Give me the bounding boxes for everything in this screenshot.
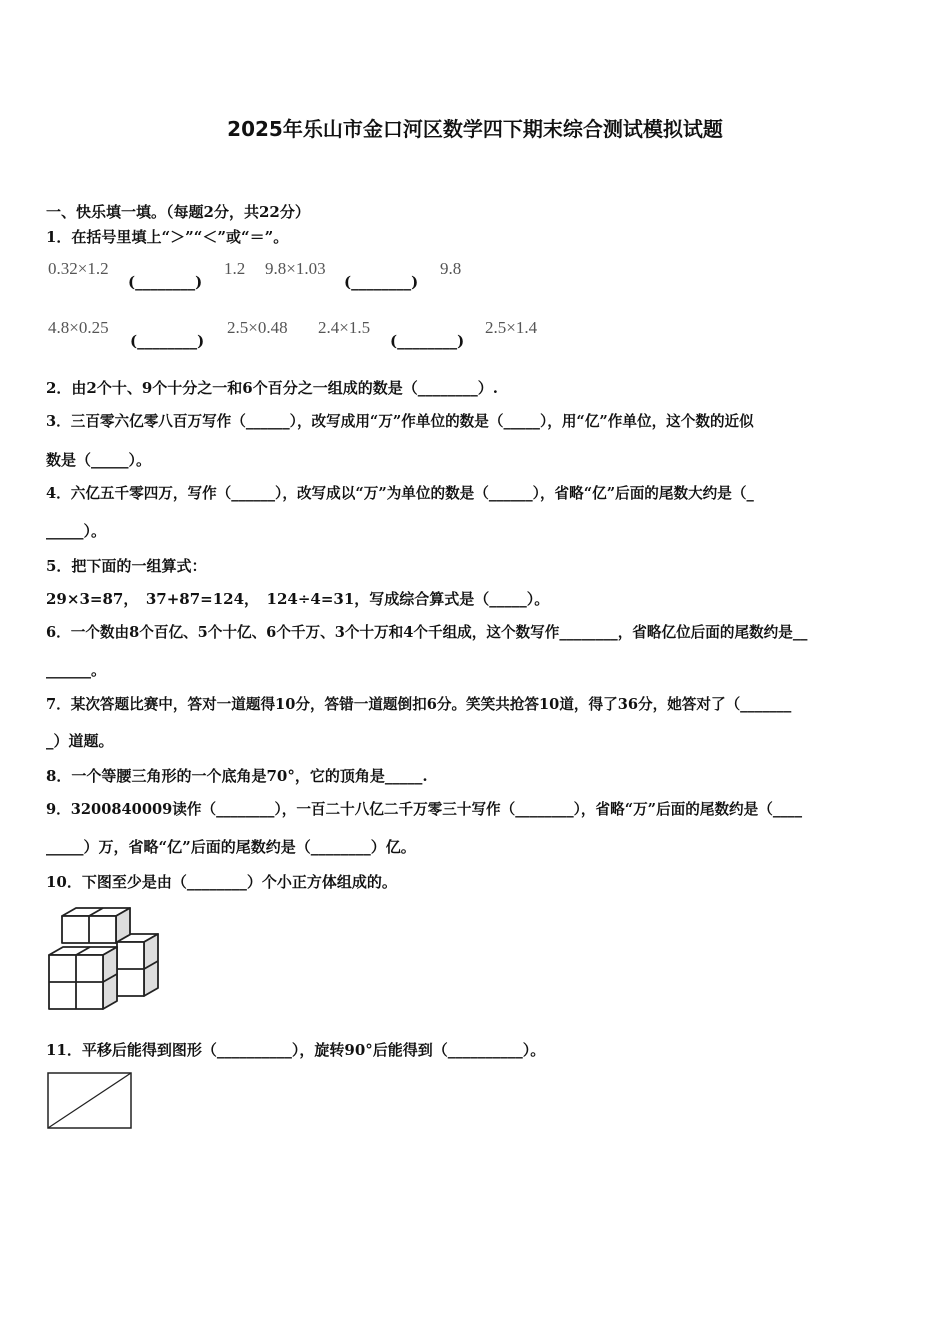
expression: 2.5×1.4 xyxy=(485,318,538,337)
question-4: 4．六亿五千零四万，写作（______），改写成以“万”为单位的数是（______），省略“亿”后面的尾数大约是（_ xyxy=(46,485,754,502)
question-9-cont: _____）万，省略“亿”后面的尾数约是（________）亿。 xyxy=(46,838,416,856)
rectangle-diagonal-figure xyxy=(46,1071,136,1131)
question-1: 1．在括号里填上“＞”“＜”或“＝”。 xyxy=(46,228,289,246)
expression: 2.4×1.5 xyxy=(318,318,371,337)
answer-blank[interactable]: (________) xyxy=(130,332,205,350)
answer-blank[interactable]: (________) xyxy=(390,332,465,350)
question-8: 8．一个等腰三角形的一个底角是70°，它的顶角是_____. xyxy=(46,767,428,785)
question-2: 2．由2个十、9个十分之一和6个百分之一组成的数是（________）. xyxy=(46,379,498,397)
expression: 2.5×0.48 xyxy=(227,318,288,337)
question-3-cont: 数是（_____）。 xyxy=(46,451,152,469)
expression: 9.8 xyxy=(440,259,462,278)
question-10: 10．下图至少是由（________）个小正方体组成的。 xyxy=(46,873,397,891)
question-7-cont: _）道题。 xyxy=(46,732,114,750)
question-6-cont: ______。 xyxy=(46,661,107,679)
answer-blank[interactable]: (________) xyxy=(344,273,419,291)
question-7: 7．某次答题比赛中，答对一道题得10分，答错一道题倒扣6分。笑笑共抢答10道，得了36分，她答对了（_______ xyxy=(46,696,792,713)
question-9: 9．3200840009读作（________），一百二十八亿二千万零三十写作（________），省略“万”后面的尾数约是（____ xyxy=(46,801,803,818)
question-3: 3．三百零六亿零八百万写作（______），改写成用“万”作单位的数是（_____），用“亿”作单位，这个数的近似 xyxy=(46,413,754,430)
question-4-cont: _____）。 xyxy=(46,522,107,540)
expression: 0.32×1.2 xyxy=(48,259,109,278)
cube-stack-figure xyxy=(40,900,180,1020)
page-title: 2025年乐山市金口河区数学四下期末综合测试模拟试题 xyxy=(227,117,723,141)
question-5: 5．把下面的一组算式： xyxy=(46,557,207,575)
expression: 9.8×1.03 xyxy=(265,259,326,278)
question-5-cont: 29×3=87， 37+87=124， 124÷4=31，写成综合算式是（_____）。 xyxy=(46,590,550,608)
section-heading: 一、快乐填一填。（每题2分，共22分） xyxy=(46,203,310,221)
expression: 4.8×0.25 xyxy=(48,318,109,337)
expression: 1.2 xyxy=(224,259,246,278)
answer-blank[interactable]: (________) xyxy=(128,273,203,291)
question-6: 6．一个数由8个百亿、5个十亿、6个千万、3个十万和4个千组成，这个数写作________，省略亿位后面的尾数约是__ xyxy=(46,624,808,641)
question-11: 11．平移后能得到图形（__________），旋转90°后能得到（__________）。 xyxy=(46,1041,546,1059)
